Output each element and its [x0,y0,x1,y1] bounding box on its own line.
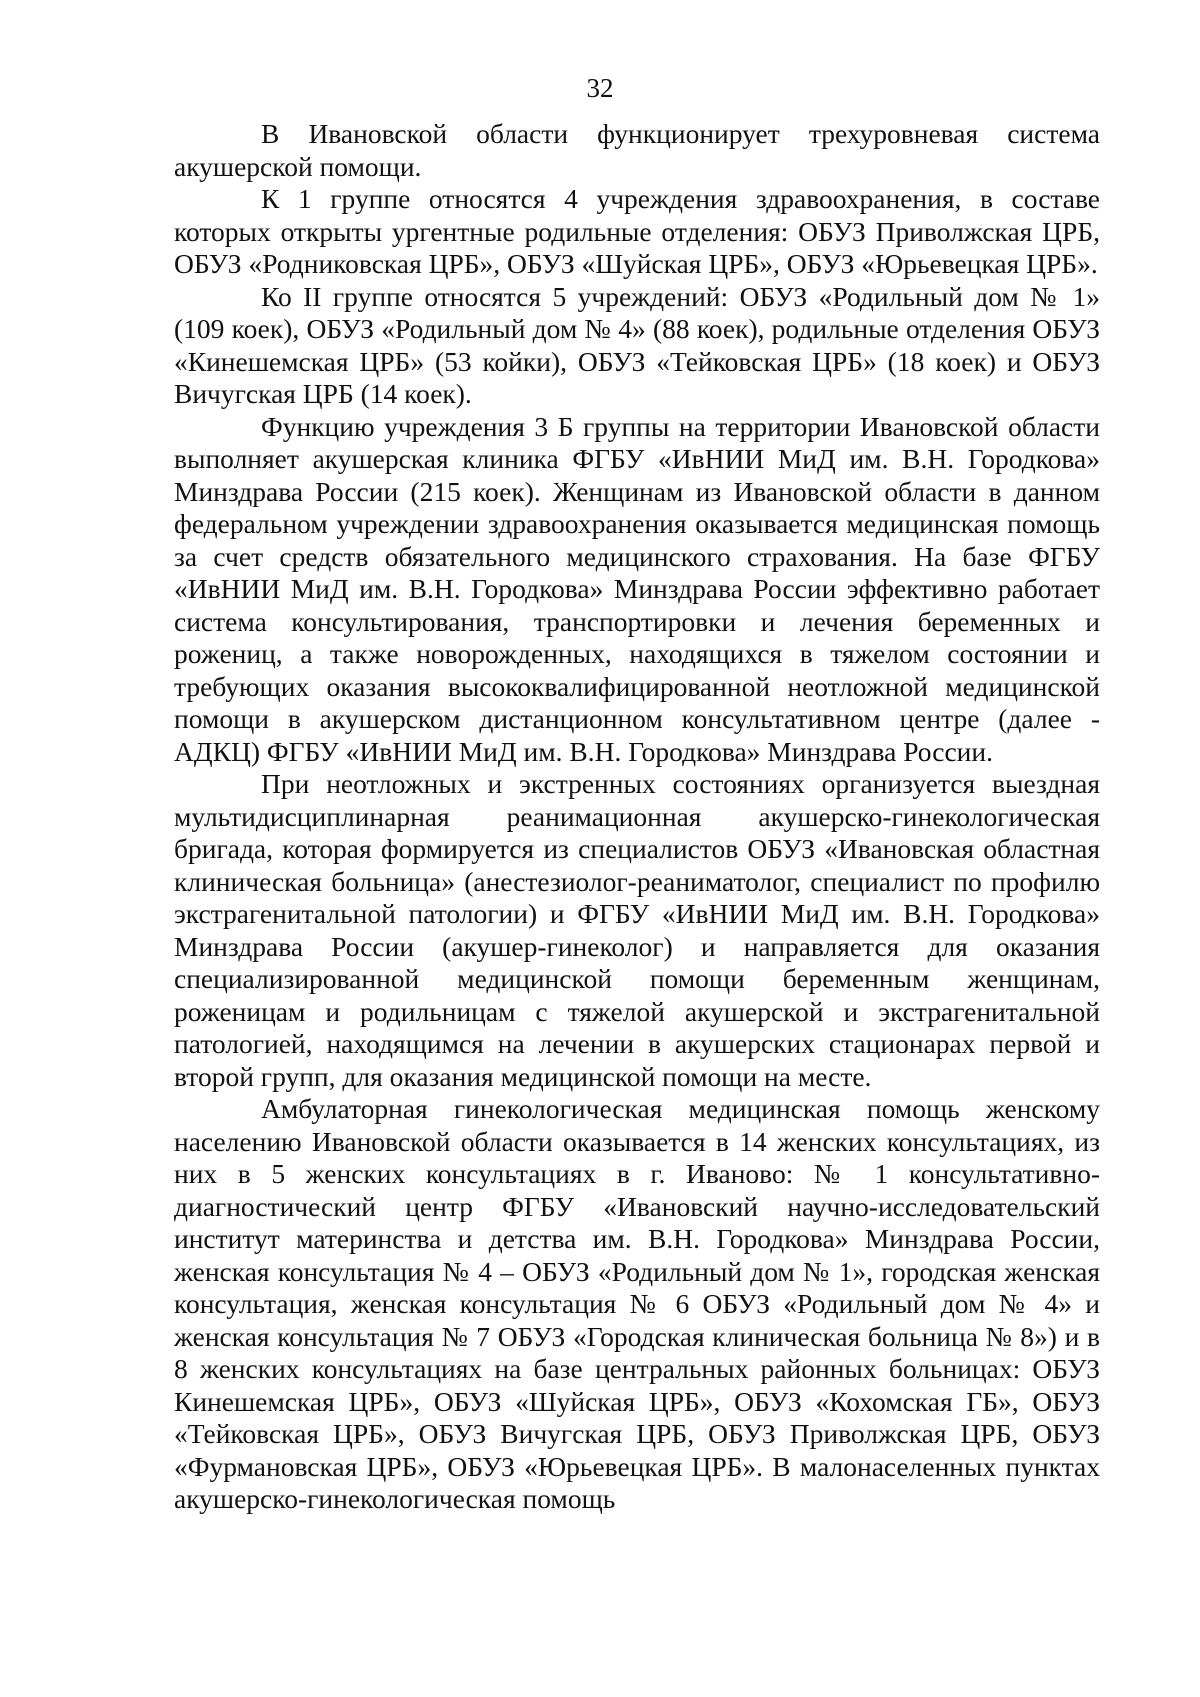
paragraph-obstetric-system: В Ивановской области функционирует трехуровневая система акушерской помощи. [174,118,1100,182]
paragraph-group-1: К 1 группе относятся 4 учреждения здравоохранения, в составе которых открыты ургентные родильные отделения: ОБУЗ Приволжская ЦРБ, ОБУЗ «Родниковская ЦРБ», ОБУЗ «Шуйская ЦРБ», ОБУЗ «Юрьевецкая ЦРБ». [174,183,1100,279]
paragraph-group-3b: Функцию учреждения 3 Б группы на территории Ивановской области выполняет акушерская клиника ФГБУ «ИвНИИ МиД им. В.Н. Городкова» Минздрава России (215 коек). Женщинам из Ивановской области в данном федеральном учреждении здравоохранения оказывается медицинская помощь за счет средств обязательного медицинского страхования. На базе ФГБУ «ИвНИИ МиД им. В.Н. Городкова» Минздрава России эффективно работает система консультирования, транспортировки и лечения беременных и рожениц, а также новорожденных, находящихся в тяжелом состоянии и требующих оказания высококвалифицированной неотложной медицинской помощи в акушерском дистанционном консультативном центре (далее - АДКЦ) ФГБУ «ИвНИИ МиД им. В.Н. Городкова» Минздрава России. [174,410,1100,767]
page-number: 32 [586,73,614,103]
paragraph-group-2: Ко II группе относятся 5 учреждений: ОБУЗ «Родильный дом № 1» (109 коек), ОБУЗ «Родильный дом № 4» (88 коек), родильные отделения ОБУЗ «Кинешемская ЦРБ» (53 койки), ОБУЗ «Тейковская ЦРБ» (18 коек) и ОБУЗ Вичугская ЦРБ (14 коек). [174,280,1100,409]
paragraph-emergency-brigade: При неотложных и экстренных состояниях организуется выездная мультидисциплинарная реанимационная акушерско-гинекологическая бригада, которая формируется из специалистов ОБУЗ «Ивановская областная клиническая больница» (анестезиолог-реаниматолог, специалист по профилю экстрагенитальной патологии) и ФГБУ «ИвНИИ МиД им. В.Н. Городкова» Минздрава России (акушер-гинеколог) и направляется для оказания специализированной медицинской помощи беременным женщинам, роженицам и родильницам с тяжелой акушерской и экстрагенитальной патологией, находящимся на лечении в акушерских стационарах первой и второй групп, для оказания медицинской помощи на месте. [174,768,1100,1092]
paragraph-outpatient-care: Амбулаторная гинекологическая медицинская помощь женскому населению Ивановской области оказывается в 14 женских консультациях, из них в 5 женских консультациях в г. Иваново: № 1 консультативно-диагностический центр ФГБУ «Ивановский научно-исследовательский институт материнства и детства им. В.Н. Городкова» Минздрава России, женская консультация № 4 – ОБУЗ «Родильный дом № 1», городская женская консультация, женская консультация № 6 ОБУЗ «Родильный дом № 4» и женская консультация № 7 ОБУЗ «Городская клиническая больница № 8») и в 8 женских консультациях на базе центральных районных больницах: ОБУЗ Кинешемская ЦРБ», ОБУЗ «Шуйская ЦРБ», ОБУЗ «Кохомская ГБ», ОБУЗ «Тейковская ЦРБ», ОБУЗ Вичугская ЦРБ, ОБУЗ Приволжская ЦРБ, ОБУЗ «Фурмановская ЦРБ», ОБУЗ «Юрьевецкая ЦРБ». В малонаселенных пунктах акушерско-гинекологическая помощь [174,1093,1100,1514]
body-text [174,118,1100,1516]
